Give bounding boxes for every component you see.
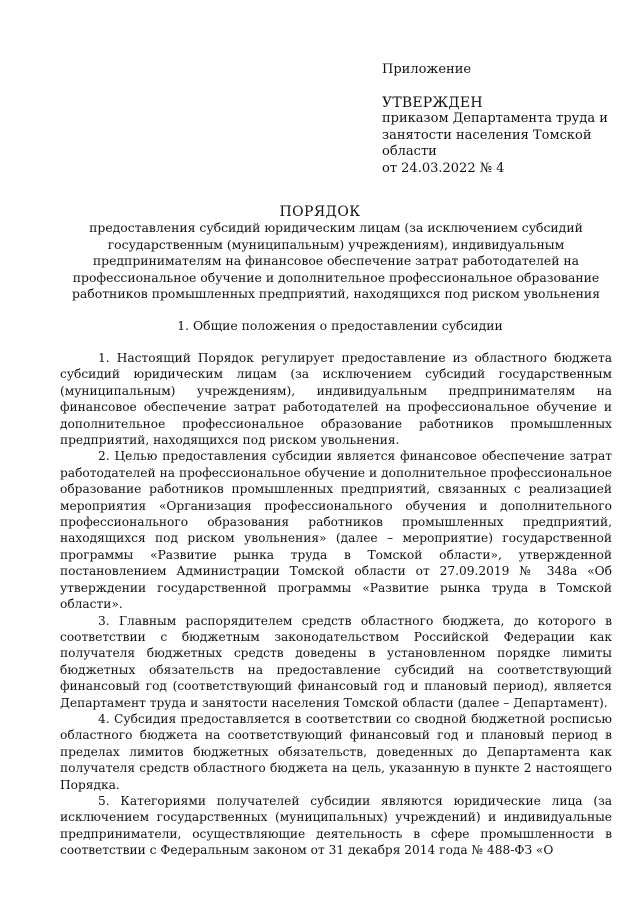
approval-line: приказом Департамента труда и [382,111,608,126]
paragraph: 4. Субсидия предоставляется в соответствии со сводной бюджетной росписью областного бюджета на соответствующий финансовый год и плановый период в пределах лимитов бюджетных обязательств, доведенных до Департамента как получателя средств областного бюджета на цель, указанную в пункте 2 настоящего Порядка. [60,711,612,792]
approved-heading: УТВЕРЖДЕН [382,94,483,111]
appendix-label: Приложение [382,62,472,77]
approval-date-line: от 24.03.2022 № 4 [382,160,505,176]
paragraph: 3. Главным распорядителем средств областного бюджета, до которого в соответствии с бюджетным законодательством Российской Федерации как получателя бюджетных средств доведены в установленном порядке лимиты бюджетных обязательств на предоставление субсидий на соответствующий финансовый год (соответствующий финансовый год и плановый период), является Департамент труда и занятости населения Томской области (далее – Департамент). [60,613,612,710]
section-heading: 1. Общие положения о предоставлении субсидии [177,318,503,333]
document-subtitle: предоставления субсидий юридическим лицам (за исключением субсидий государственным (муниципальным) учреждениям), индивидуальным предпринимателям на финансовое обеспечение затрат работодателей на профессиональное обучение и дополнительное профессиональное образование работников промышленных предприятий, находящихся под риском увольнения [71,220,601,301]
paragraph: 1. Настоящий Порядок регулирует предоставление из областного бюджета субсидий юридическим лицам (за исключением субсидий государственным (муниципальным) учреждениям), индивидуальным предпринимателям на финансовое обеспечение затрат работодателей на профессиональное обучение и дополнительное профессиональное образование работников промышленных предприятий, находящихся под риском увольнения. [60,351,612,448]
document-title: ПОРЯДОК [279,204,361,220]
document-body [60,350,612,875]
paragraph: 5. Категориями получателей субсидии являются юридические лица (за исключением государственных (муниципальных) учреждений) и индивидуальные предприниматели, осуществляющие деятельность в сфере промышленности в соответствии с Федеральным законом от 31 декабря 2014 года № 488-ФЗ «О [60,793,612,858]
approval-block [382,62,622,177]
approval-line: занятости населения Томской области [382,127,592,159]
paragraph: 2. Целью предоставления субсидии является финансовое обеспечение затрат работодателей на профессиональное обучение и дополнительное профессиональное образование работников промышленных предприятий, связанных с реализацией мероприятия «Организация профессионального обучения и дополнительного профессионального образования работников промышленных предприятий, находящихся под риском увольнения» (далее – мероприятие) государственной программы «Развитие рынка труда в Томской области», утвержденной постановлением Администрации Томской области от 27.09.2019 № 348а «Об утверждении государственной программы «Развитие рынка труда в Томской области». [60,449,612,612]
